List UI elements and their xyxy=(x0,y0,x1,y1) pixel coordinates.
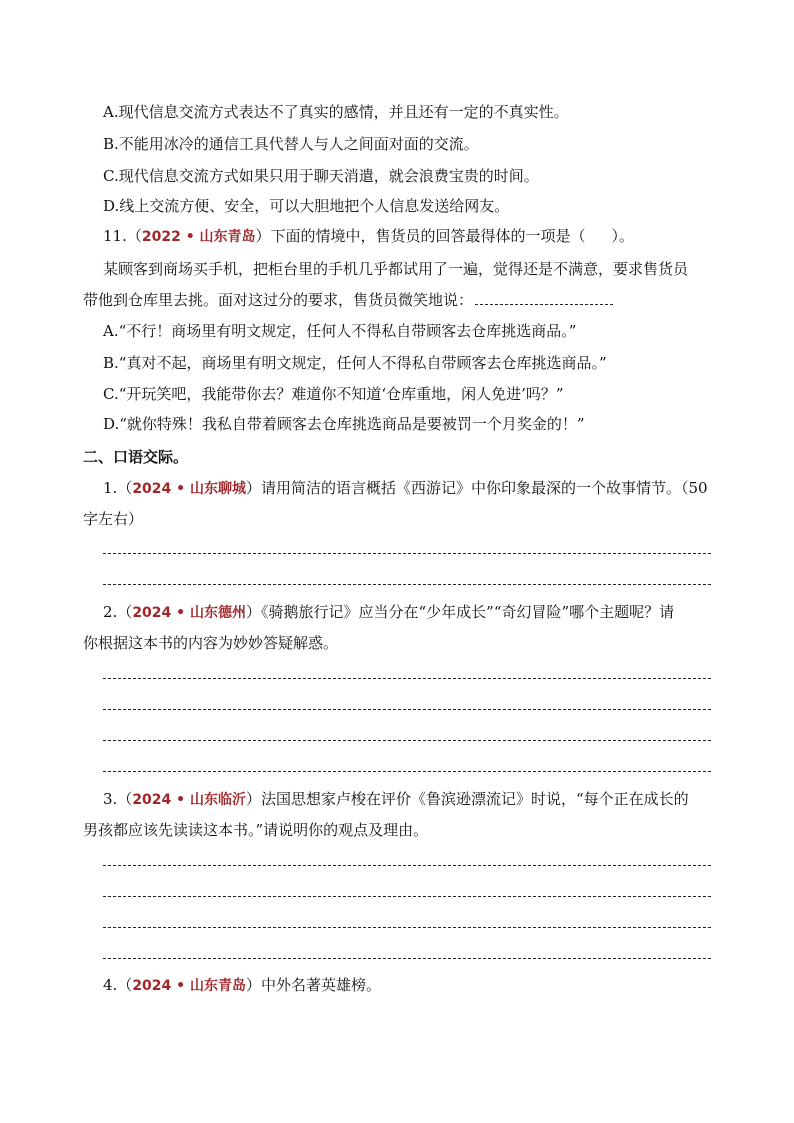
oral-q3-text: ）法国思想家卢梭在评价《鲁滨逊漂流记》时说，“每个正在成长的 xyxy=(245,790,689,808)
answer-line[interactable] xyxy=(103,865,711,866)
answer-line[interactable] xyxy=(103,553,711,554)
oral-q1-number: 1.（ xyxy=(103,479,133,497)
answer-line[interactable] xyxy=(103,927,711,928)
answer-line[interactable] xyxy=(103,896,711,897)
answer-line[interactable] xyxy=(103,740,711,741)
q11-source-tag: 2022 • 山东青岛 xyxy=(141,229,256,245)
oral-q4-text: ）中外名著英雄榜。 xyxy=(245,976,381,994)
q11-option-d: D.“就你特殊！我私自带着顾客去仓库挑选商品是要被罚一个月奖金的！” xyxy=(103,415,585,433)
oral-q2-source-tag: 2024 • 山东德州 xyxy=(132,605,246,621)
oral-q1-line2: 字左右） xyxy=(83,510,144,528)
answer-line[interactable] xyxy=(103,709,711,710)
q10-option-c: C.现代信息交流方式如果只用于聊天消遣，就会浪费宝贵的时间。 xyxy=(103,167,539,185)
oral-q4-number: 4.（ xyxy=(103,976,133,994)
oral-q3-line1 xyxy=(103,789,689,810)
oral-q2-text: ）《骑鹅旅行记》应当分在“少年成长”“奇幻冒险”哪个主题呢？请 xyxy=(245,603,675,621)
q10-option-a: A.现代信息交流方式表达不了真实的感情，并且还有一定的不真实性。 xyxy=(103,103,569,121)
oral-q2-number: 2.（ xyxy=(103,603,133,621)
oral-q1-source-tag: 2024 • 山东聊城 xyxy=(132,481,246,497)
oral-q4-source-tag: 2024 • 山东青岛 xyxy=(132,978,246,994)
q10-option-d: D.线上交流方便、安全，可以大胆地把个人信息发送给网友。 xyxy=(103,197,510,215)
answer-line[interactable] xyxy=(103,771,711,772)
answer-line[interactable] xyxy=(103,958,711,959)
oral-q3-number: 3.（ xyxy=(103,790,133,808)
q11-option-a: A.“不行！商场里有明文规定，任何人不得私自带顾客去仓库挑选商品。” xyxy=(103,322,577,340)
answer-line[interactable] xyxy=(103,678,711,679)
q11-fill-blank[interactable] xyxy=(475,292,613,305)
q11-number: 11.（ xyxy=(103,227,142,245)
q11-scenario-line2 xyxy=(83,290,613,310)
oral-q3-source-tag: 2024 • 山东临沂 xyxy=(132,792,246,808)
oral-q3-line2: 男孩都应该先读读这本书。”请说明你的观点及理由。 xyxy=(83,821,429,839)
q11-stem-end: ）。 xyxy=(611,227,635,245)
q11-option-c: C.“开玩笑吧，我能带你去？难道你不知道‘仓库重地，闲人免进’吗？” xyxy=(103,385,564,403)
q11-option-b: B.“真对不起，商场里有明文规定，任何人不得私自带顾客去仓库挑选商品。” xyxy=(103,354,607,372)
oral-q2-line2: 你根据这本书的内容为妙妙答疑解惑。 xyxy=(83,634,339,652)
oral-q2-line1 xyxy=(103,602,674,623)
answer-line[interactable] xyxy=(103,584,711,585)
oral-q4-line1 xyxy=(103,975,381,996)
q11-stem-text: ）下面的情境中，售货员的回答最得体的一项是（ xyxy=(255,227,586,245)
oral-q1-text: ）请用简洁的语言概括《西游记》中你印象最深的一个故事情节。（50 xyxy=(245,479,708,497)
q11-scenario-text: 带他到仓库里去挑。面对这过分的要求，售货员微笑地说： xyxy=(83,291,474,309)
oral-q1-line1 xyxy=(103,478,708,499)
q10-option-b: B.不能用冰冷的通信工具代替人与人之间面对面的交流。 xyxy=(103,135,479,153)
q11-stem xyxy=(103,226,634,247)
q11-scenario-line1: 某顾客到商场买手机，把柜台里的手机几乎都试用了一遍，觉得还是不满意，要求售货员 xyxy=(103,260,689,278)
section2-heading: 二、口语交际。 xyxy=(83,448,189,466)
